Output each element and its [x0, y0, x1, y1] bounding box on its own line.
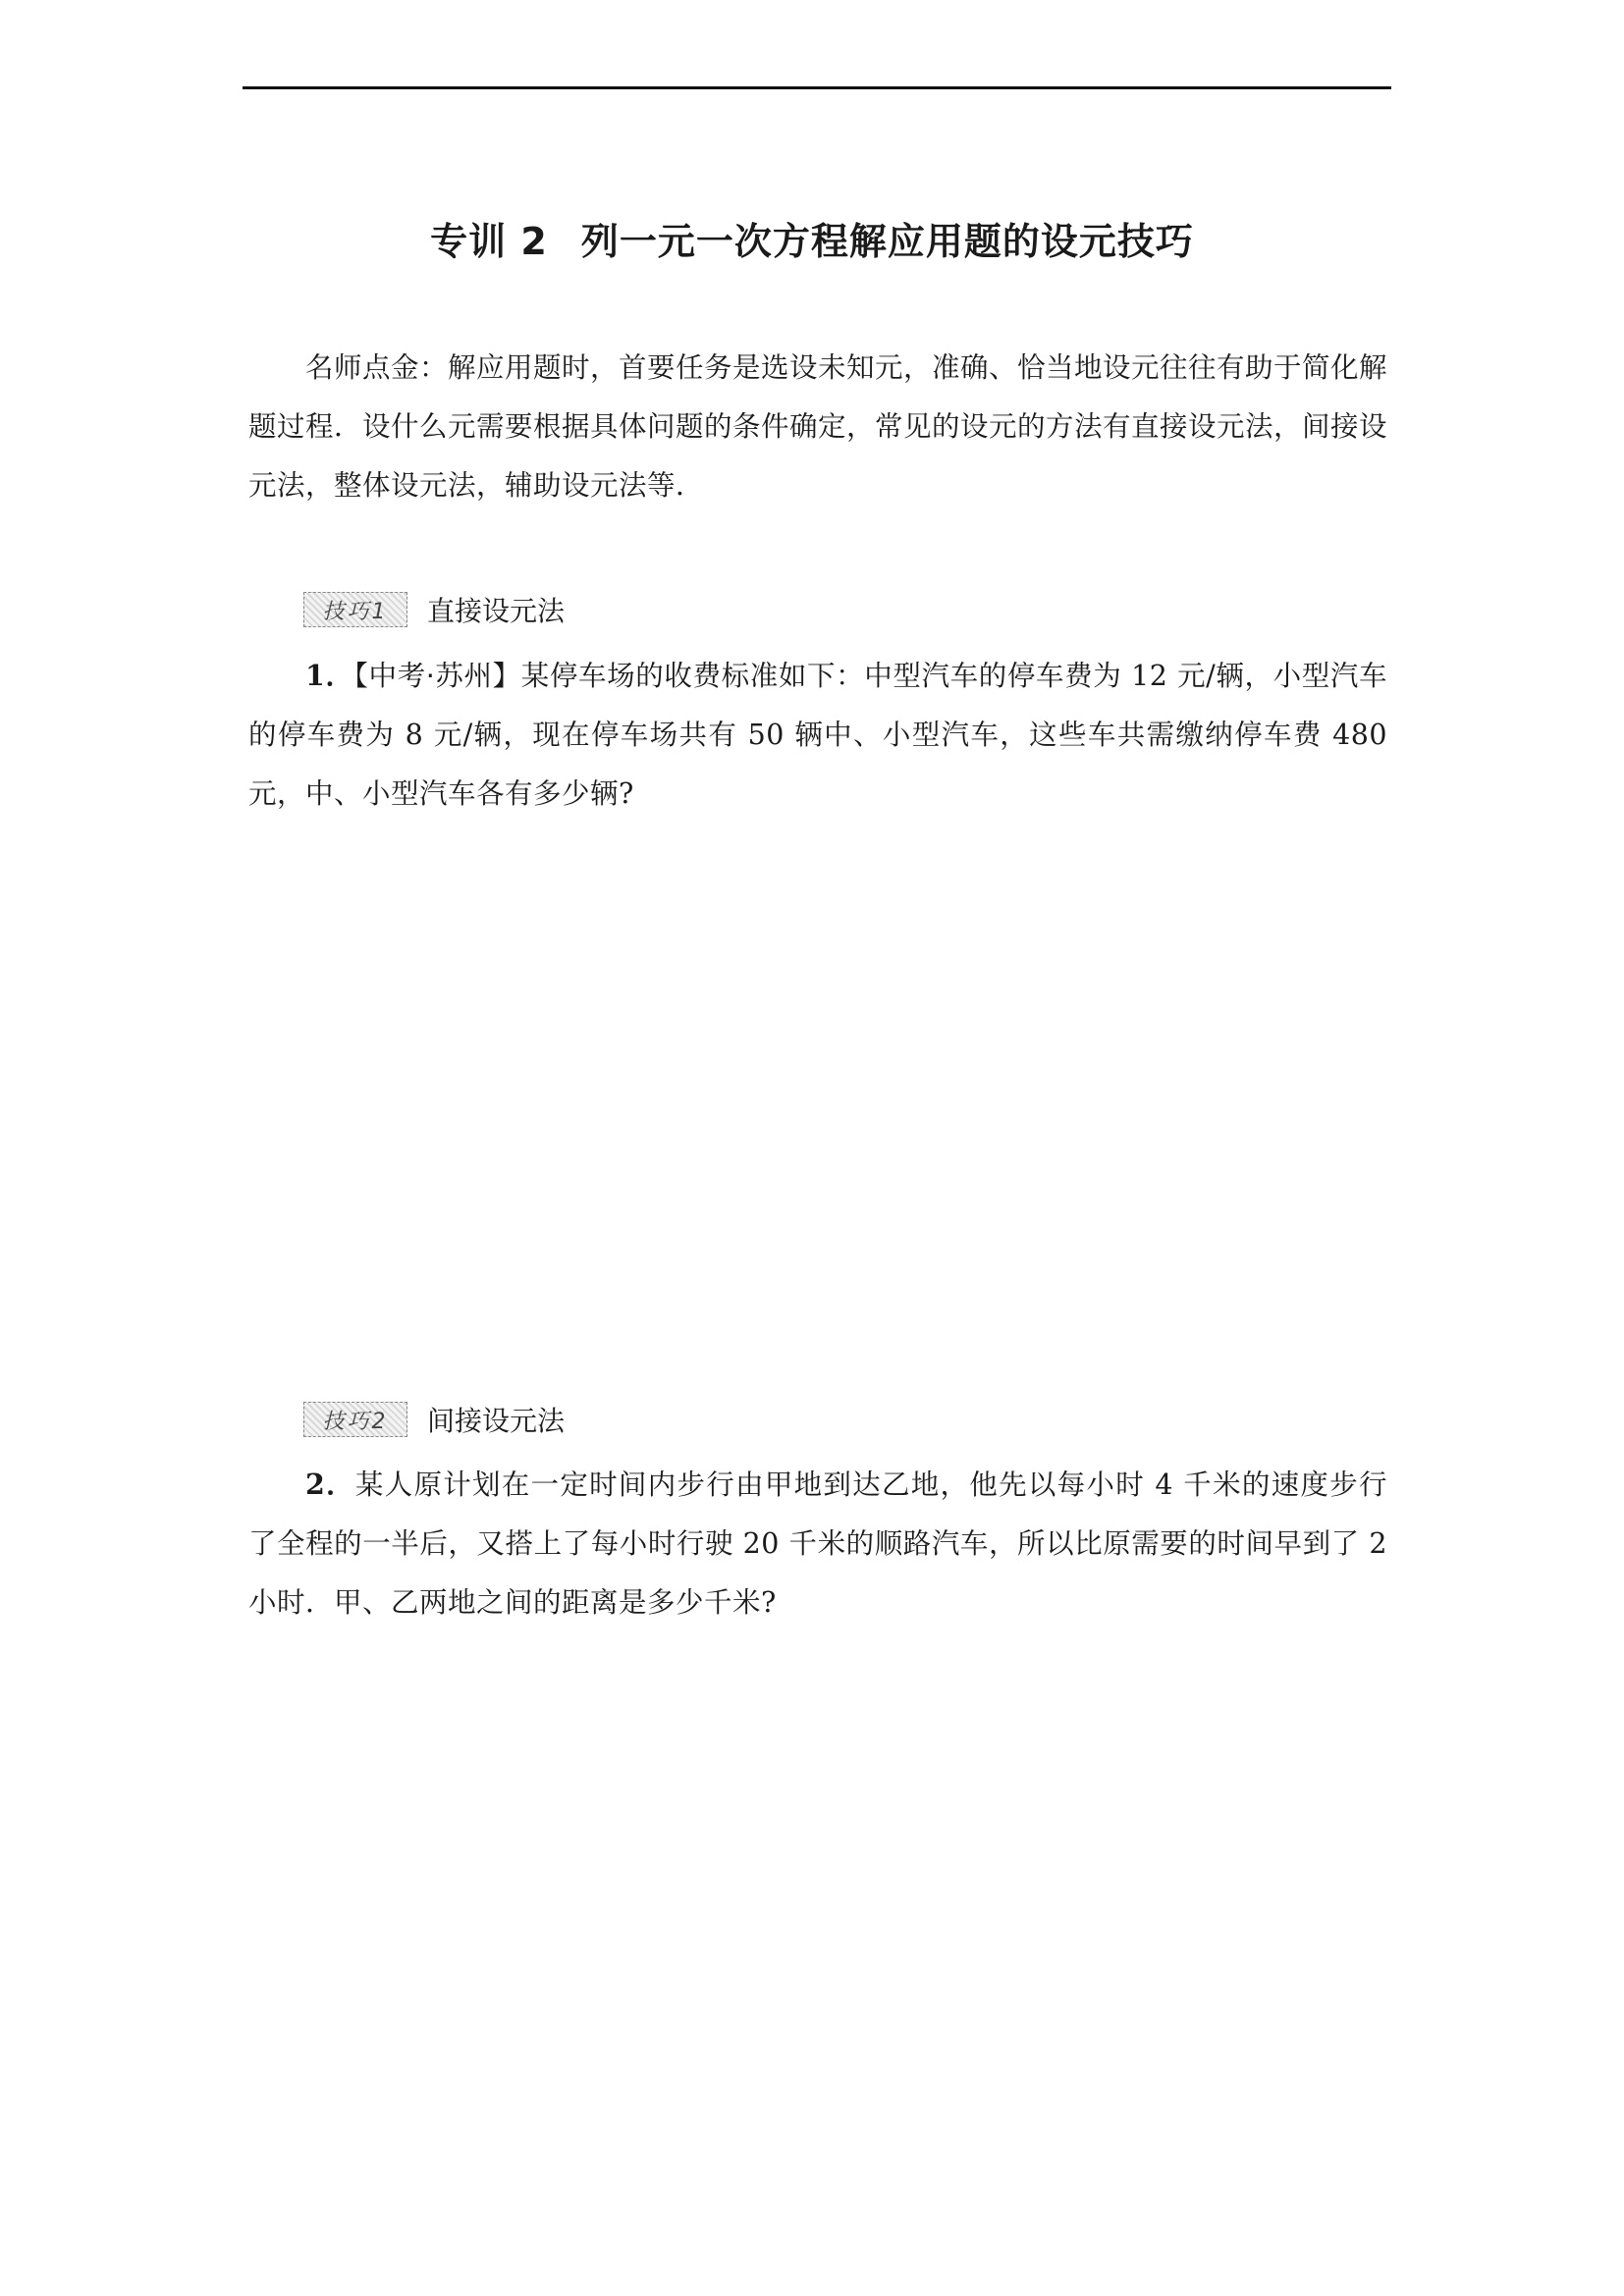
page-title: [0, 211, 1624, 265]
section-label-2: 间接设元法: [427, 1405, 566, 1437]
section-heading-1: [303, 592, 565, 627]
tips-paragraph: [248, 339, 1387, 515]
question-1-text: 某停车场的收费标准如下：中型汽车的停车费为 12 元/辆，小型汽车的停车费为 8 元/辆，现在停车场共有 50 辆中、小型汽车，这些车共需缴纳停车费 480 元，中、小型汽车各有多少辆?: [248, 660, 1387, 810]
header-rule: [243, 86, 1391, 89]
section-badge-1: 技巧1: [303, 592, 407, 627]
section-heading-2: [303, 1402, 565, 1437]
tips-text: 名师点金：解应用题时，首要任务是选设未知元，准确、恰当地设元往往有助于简化解题过程．设什么元需要根据具体问题的条件确定，常见的设元的方法有直接设元法，间接设元法，整体设元法，辅助设元法等．: [248, 351, 1388, 502]
question-1-number: 1．: [305, 659, 354, 692]
question-1: [248, 646, 1387, 824]
title-number: 专训 2: [430, 220, 548, 263]
section-badge-2: 技巧2: [303, 1402, 407, 1437]
question-1-source: 【中考·苏州】: [353, 660, 521, 692]
question-2-text: 某人原计划在一定时间内步行由甲地到达乙地，他先以每小时 4 千米的速度步行了全程的一半后，又搭上了每小时行驶 20 千米的顺路汽车，所以比原需要的时间早到了 2 小时．甲、乙两地之间的距离是多少千米?: [248, 1468, 1387, 1619]
question-2-number: 2．: [305, 1468, 355, 1501]
question-2: [248, 1455, 1387, 1632]
title-text: 列一元一次方程解应用题的设元技巧: [580, 220, 1194, 263]
section-label-1: 直接设元法: [427, 595, 566, 627]
